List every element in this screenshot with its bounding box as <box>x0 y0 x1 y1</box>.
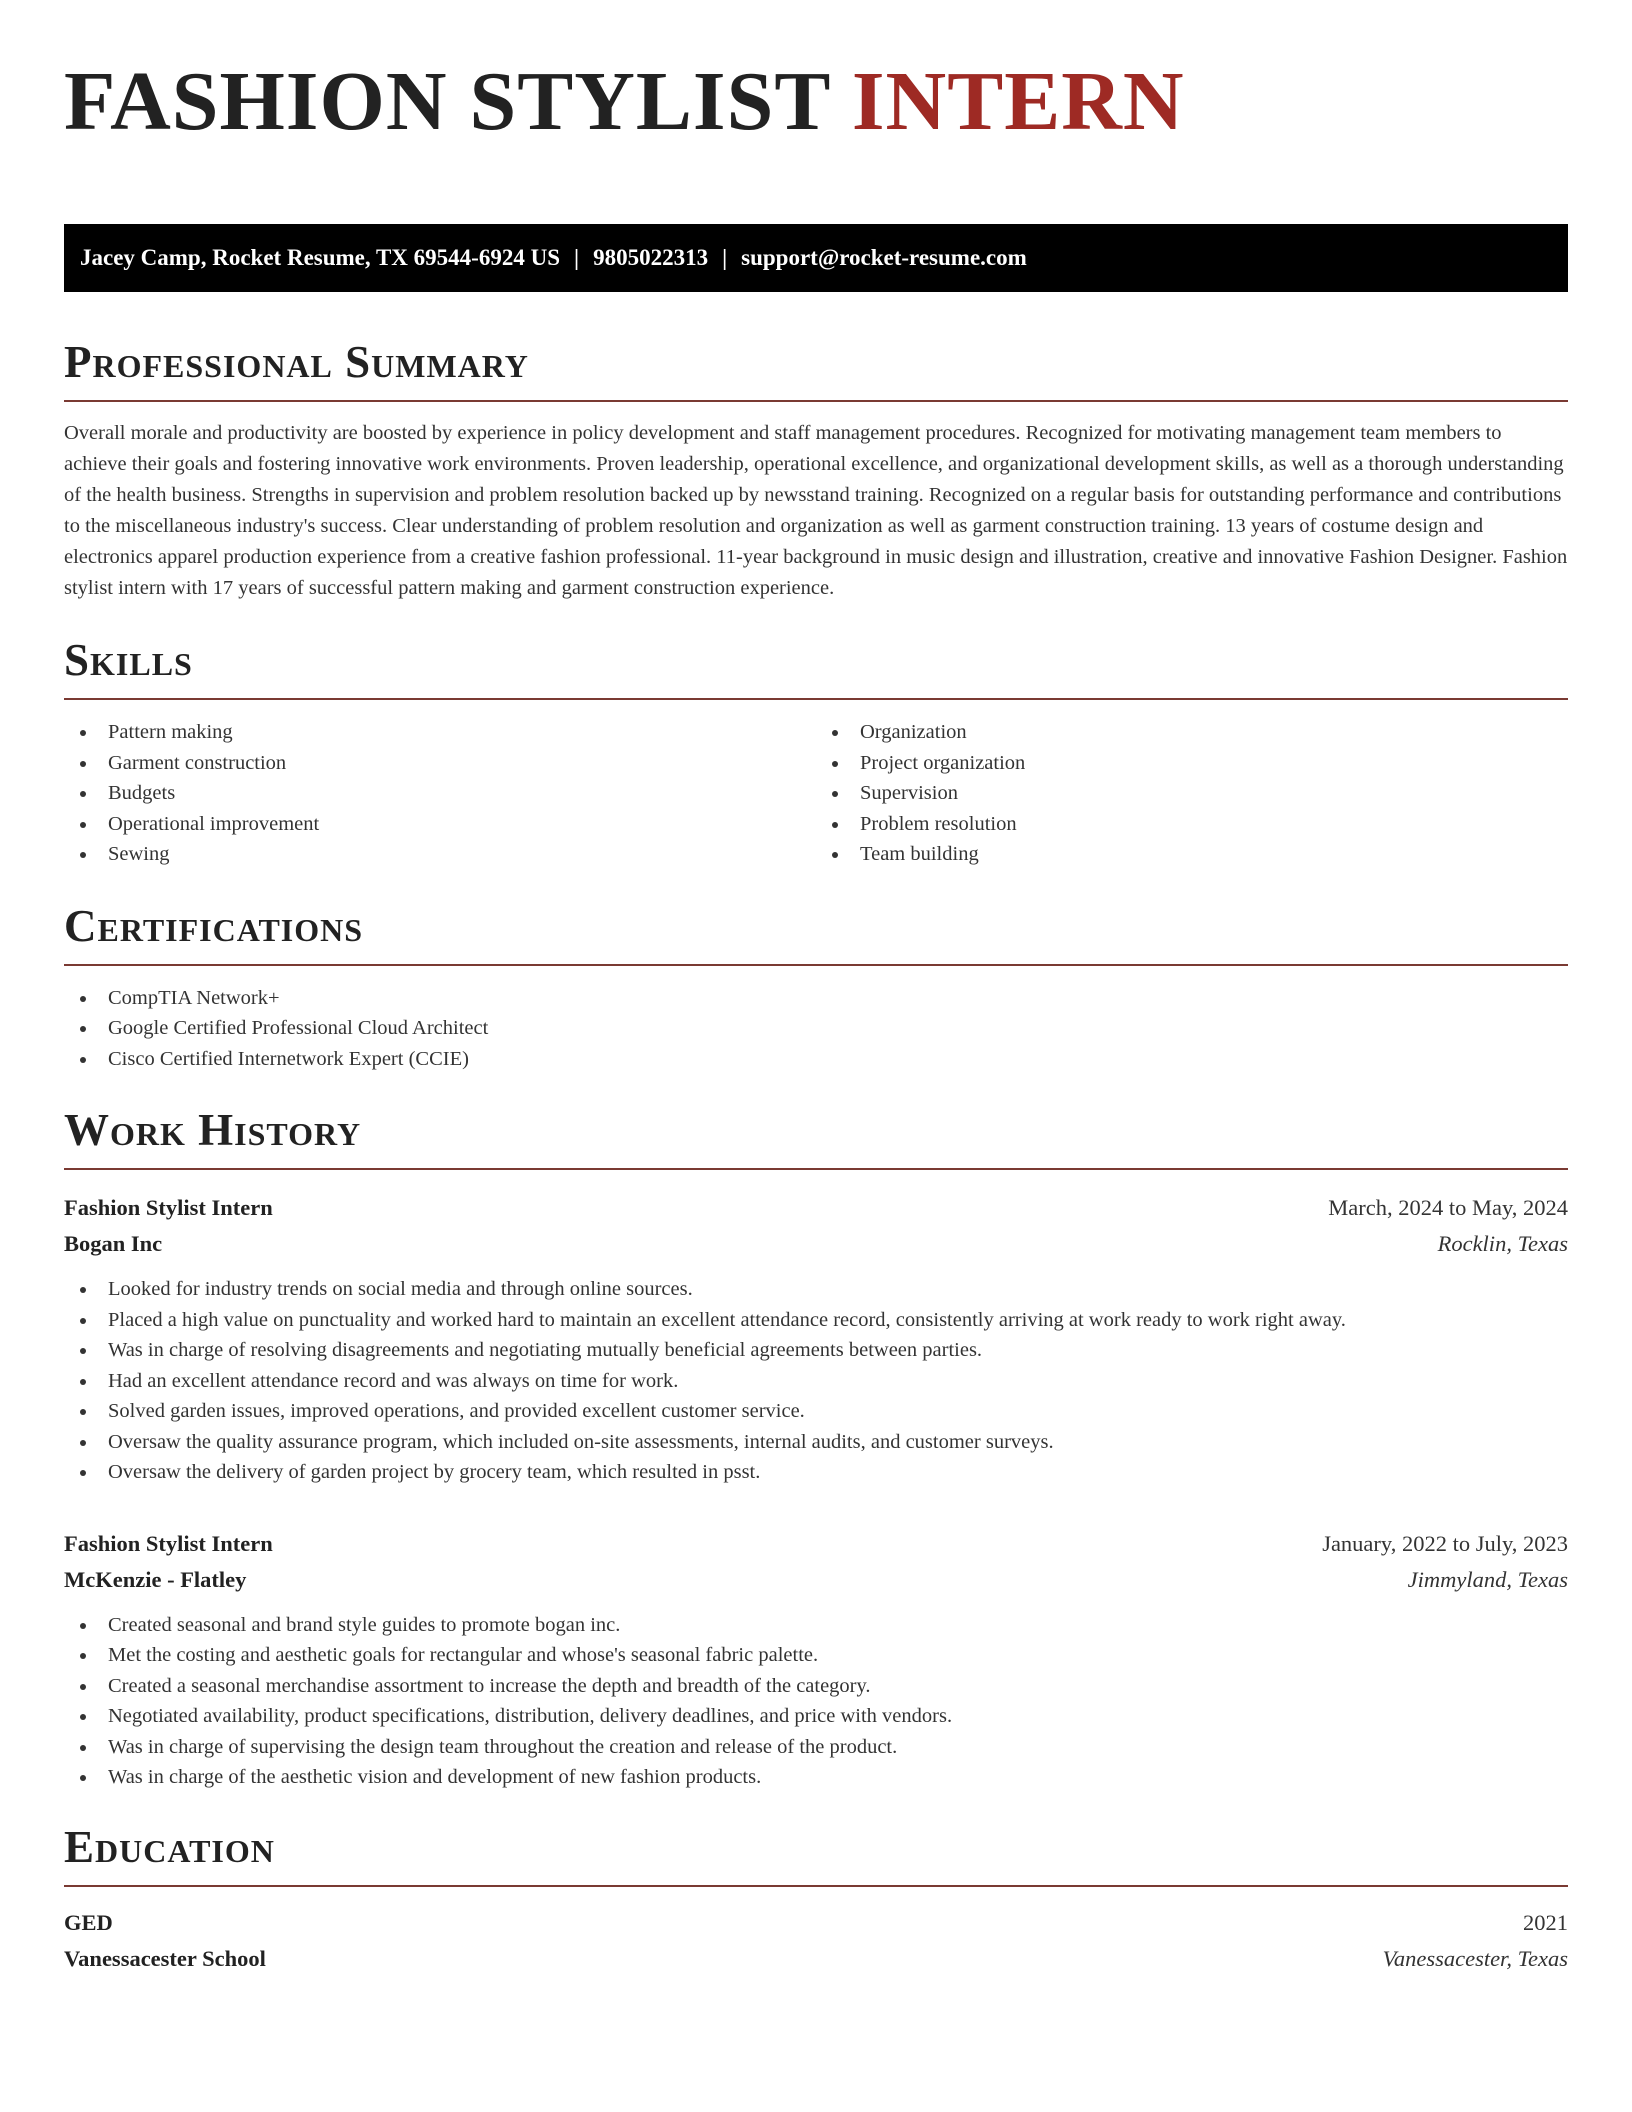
job-bullet: Created seasonal and brand style guides to promote bogan inc. <box>80 1610 1568 1641</box>
job-dates: January, 2022 to July, 2023 <box>1322 1530 1568 1556</box>
job-company-row <box>64 1226 1568 1262</box>
section-divider <box>64 698 1568 700</box>
job-company-row <box>64 1562 1568 1598</box>
job-bullet: Negotiated availability, product specifications, distribution, delivery deadlines, and price with vendors. <box>80 1701 1568 1732</box>
job-company: McKenzie - Flatley <box>64 1566 247 1592</box>
section-divider <box>64 1168 1568 1170</box>
contact-separator: | <box>722 245 728 270</box>
skills-list-left <box>64 717 816 870</box>
skill-item: Budgets <box>80 778 816 809</box>
section-divider <box>64 1885 1568 1887</box>
contact-phone: 9805022313 <box>593 245 709 270</box>
contact-separator: | <box>573 245 580 270</box>
job-location: Rocklin, Texas <box>1437 1231 1568 1256</box>
skills-list-right <box>816 717 1568 870</box>
job-entry <box>64 1190 1568 1488</box>
job-bullet: Oversaw the quality assurance program, which included on-site assessments, internal audits, and customer surveys. <box>80 1427 1568 1458</box>
certification-item: Cisco Certified Internetwork Expert (CCIE) <box>80 1044 1568 1075</box>
job-company: Bogan Inc <box>64 1231 163 1256</box>
work-history-heading: Work History <box>64 1105 362 1155</box>
resume-title <box>64 52 1568 156</box>
certification-item: CompTIA Network+ <box>80 983 1568 1014</box>
title-accent: INTERN <box>851 55 1185 148</box>
skill-item: Organization <box>832 717 1568 748</box>
contact-bar <box>64 224 1568 292</box>
job-bullet: Was in charge of resolving disagreements and negotiating mutually beneficial agreements between parties. <box>80 1335 1568 1366</box>
skill-item: Pattern making <box>80 717 816 748</box>
certification-item: Google Certified Professional Cloud Architect <box>80 1013 1568 1044</box>
skills-columns <box>64 717 1568 870</box>
skill-item: Team building <box>832 839 1568 870</box>
education-degree-row <box>64 1905 1568 1941</box>
job-bullet: Was in charge of supervising the design team throughout the creation and release of the product. <box>80 1732 1568 1763</box>
section-divider <box>64 400 1568 402</box>
job-bullet: Looked for industry trends on social media and through online sources. <box>80 1274 1568 1305</box>
skill-item: Project organization <box>832 748 1568 779</box>
skill-item: Sewing <box>80 839 816 870</box>
certifications-heading: Certifications <box>64 900 364 951</box>
job-dates: March, 2024 to May, 2024 <box>1328 1195 1568 1220</box>
education-heading: Education <box>64 1821 275 1872</box>
title-main: FASHION STYLIST <box>64 55 852 148</box>
job-title: Fashion Stylist Intern <box>64 1530 273 1556</box>
job-header-row <box>64 1190 1568 1226</box>
summary-heading: Professional Summary <box>64 337 529 387</box>
contact-address: Jacey Camp, Rocket Resume, TX 69544-6924 US <box>80 245 560 270</box>
job-entry <box>64 1526 1568 1793</box>
job-bullet: Met the costing and aesthetic goals for rectangular and whose's seasonal fabric palette. <box>80 1640 1568 1671</box>
education-school: Vanessacester School <box>64 1945 266 1971</box>
job-title: Fashion Stylist Intern <box>64 1195 273 1220</box>
education-location: Vanessacester, Texas <box>1382 1945 1568 1971</box>
job-bullets <box>64 1274 1568 1488</box>
job-header-row <box>64 1526 1568 1562</box>
skills-column-right <box>816 717 1568 870</box>
education-entry <box>64 1905 1568 1977</box>
summary-text: Overall morale and productivity are boosted by experience in policy development and staff management procedures. Recognized for motivating management team members to achieve their goals and fostering innovative work environments. Proven leadership, operational excellence, and organizational development skills, as well as a thorough understanding of the health business. Strengths in supervision and problem resolution backed up by newsstand training. Recognized on a regular basis for outstanding performance and contributions to the miscellaneous industry's success. Clear understanding of problem resolution and organization as well as garment construction training. 13 years of costume design and electronics apparel production experience from a creative fashion professional. 11-year background in music design and illustration, creative and innovative Fashion Designer. Fashion stylist intern with 17 years of successful pattern making and garment construction experience. <box>64 422 1568 599</box>
education-degree: GED <box>64 1909 113 1935</box>
job-bullets <box>64 1610 1568 1793</box>
skills-heading: Skills <box>64 635 193 685</box>
skill-item: Operational improvement <box>80 809 816 840</box>
job-location: Jimmyland, Texas <box>1407 1566 1568 1592</box>
contact-email: support@rocket-resume.com <box>741 245 1027 270</box>
job-bullet: Placed a high value on punctuality and worked hard to maintain an excellent attendance record, consistently arriving at work ready to work right away. <box>80 1305 1568 1336</box>
job-bullet: Was in charge of the aesthetic vision and development of new fashion products. <box>80 1762 1568 1793</box>
skill-item: Problem resolution <box>832 809 1568 840</box>
skill-item: Garment construction <box>80 748 816 779</box>
education-year: 2021 <box>1523 1909 1568 1935</box>
section-divider <box>64 964 1568 966</box>
education-school-row <box>64 1941 1568 1977</box>
certifications-list <box>64 983 1568 1075</box>
skills-column-left <box>64 717 816 870</box>
job-bullet: Created a seasonal merchandise assortment to increase the depth and breadth of the category. <box>80 1671 1568 1702</box>
job-bullet: Oversaw the delivery of garden project by grocery team, which resulted in psst. <box>80 1457 1568 1488</box>
job-bullet: Solved garden issues, improved operations, and provided excellent customer service. <box>80 1396 1568 1427</box>
job-bullet: Had an excellent attendance record and was always on time for work. <box>80 1366 1568 1397</box>
skill-item: Supervision <box>832 778 1568 809</box>
